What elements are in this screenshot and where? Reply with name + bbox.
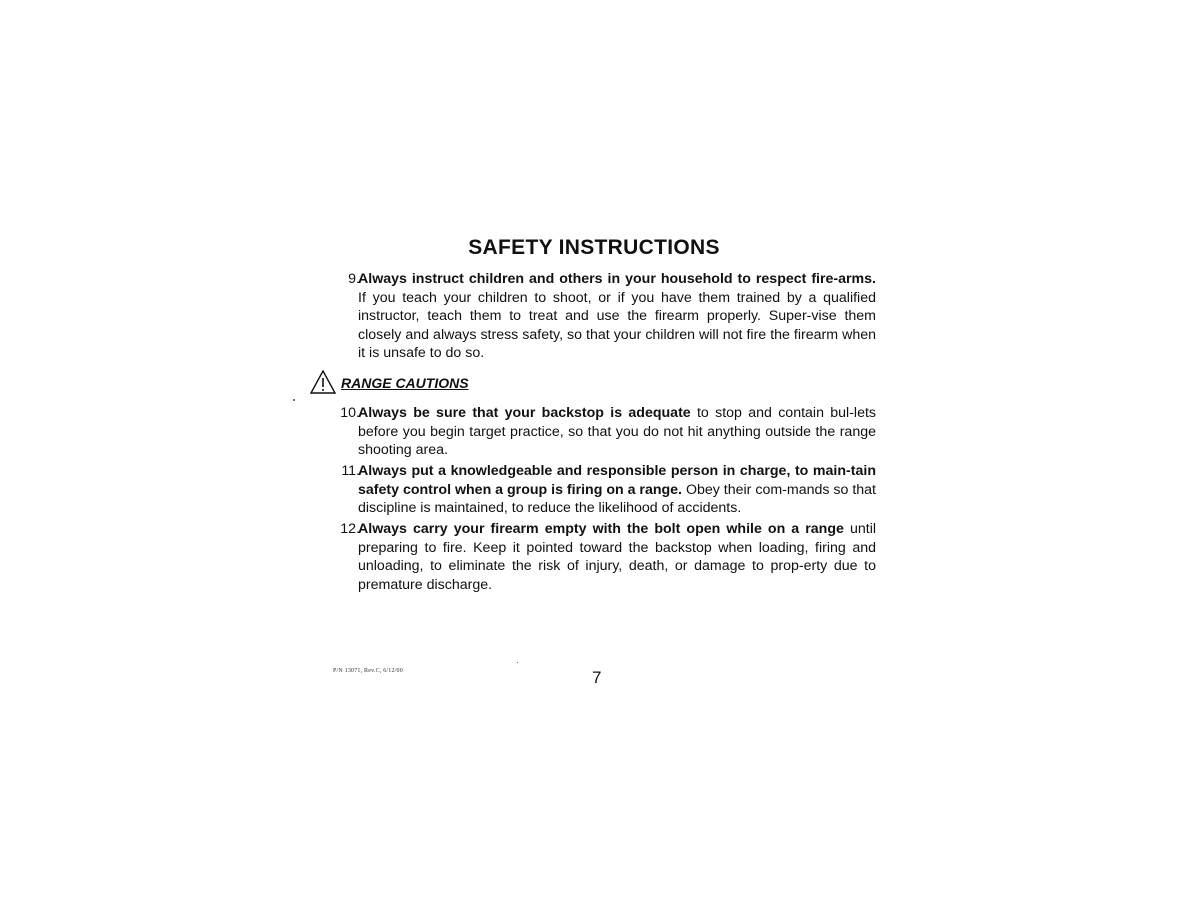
item-text: to stop and contain bul-lets before you begin target practice, so that you do not hit anything outside the range shooting area. (358, 405, 876, 458)
item-lead: Always put a knowledgeable and responsible person in charge, to main-tain safety control when a group is firing on a range. (358, 463, 876, 498)
item-number: 9. (348, 271, 360, 287)
scan-speck (293, 399, 295, 401)
item-body (358, 462, 876, 518)
warning-triangle-icon (310, 370, 336, 394)
page-title: SAFETY INSTRUCTIONS (468, 236, 720, 259)
page-number: 7 (592, 668, 602, 687)
item-body (358, 404, 876, 460)
item-text: until preparing to fire. Keep it pointed toward the backstop when loading, firing and unloading, to eliminate the risk of injury, death, or damage to prop-erty due to premature discharge. (358, 521, 876, 593)
item-number: 11. (341, 463, 360, 479)
item-number: 12. (340, 521, 360, 537)
scan-speck (517, 662, 518, 663)
item-number: 10. (340, 405, 360, 421)
item-text: Obey their com-mands so that discipline is maintained, to reduce the likelihood of accidents. (358, 481, 876, 516)
item-lead: Always instruct children and others in your household to respect fire-arms. (358, 271, 876, 287)
instruction-item-9 (336, 270, 876, 363)
item-text: If you teach your children to shoot, or if you have them trained by a qualified instructor, teach them to treat and use the firearm properly. Super-vise them closely and always stress safety, so that your children will not fire the firearm when it is unsafe to do so. (358, 289, 876, 361)
item-body (358, 270, 876, 363)
part-number-code: P/N 13071, Rev.C, 6/12/00 (333, 668, 403, 674)
instruction-item-10 (336, 404, 876, 460)
item-lead: Always carry your firearm empty with the bolt open while on a range (358, 521, 844, 537)
instruction-item-12 (336, 520, 876, 594)
section-title: RANGE CAUTIONS (341, 375, 469, 391)
item-lead: Always be sure that your backstop is adequate (358, 405, 691, 421)
item-body (358, 520, 876, 594)
instruction-item-11 (336, 462, 876, 518)
